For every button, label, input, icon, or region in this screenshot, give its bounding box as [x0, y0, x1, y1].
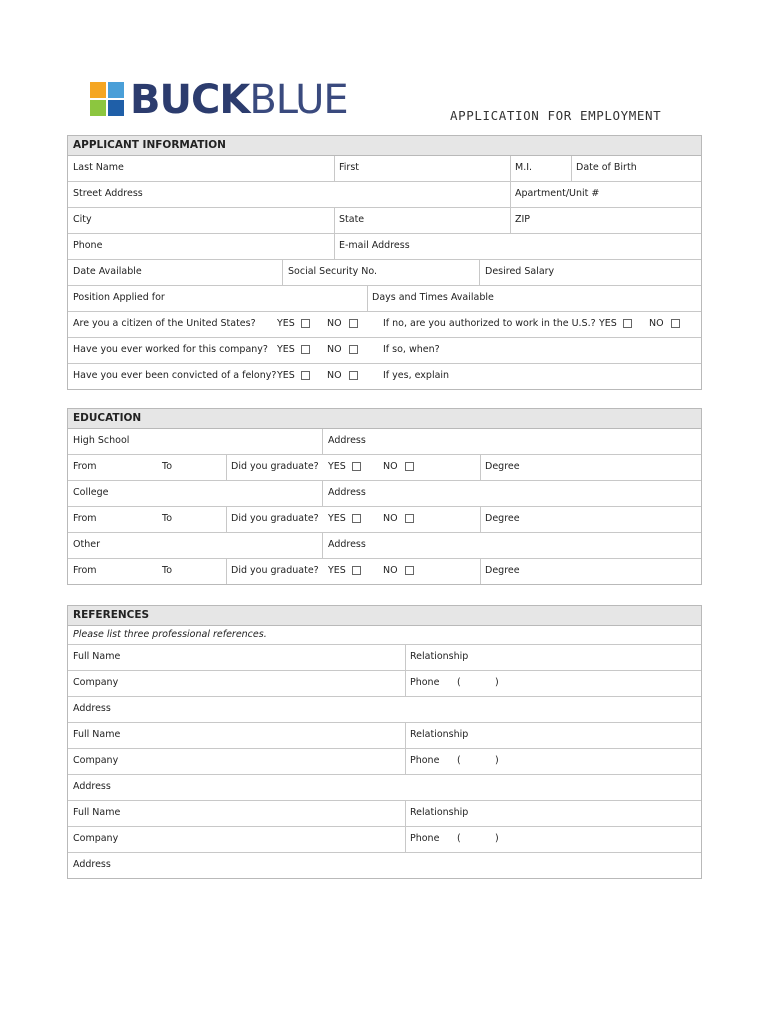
graduate-question: Did you graduate? — [231, 565, 319, 576]
authorized-question: If no, are you authorized to work in the U.S.? — [383, 318, 596, 329]
other-school-label: Other — [73, 539, 100, 550]
logo-square-1 — [90, 82, 106, 98]
state-label: State — [339, 214, 365, 225]
reference-company-row — [68, 671, 701, 697]
high-school-dates-field[interactable] — [68, 455, 226, 480]
logo-word-light: BLUE — [249, 77, 348, 123]
reference-1-company-field[interactable] — [68, 671, 405, 696]
graduate-question: Did you graduate? — [231, 461, 319, 472]
school-row — [68, 533, 701, 559]
felony-no-label: NO — [327, 370, 342, 381]
email-field[interactable] — [334, 234, 702, 259]
phone-label: Phone — [73, 240, 103, 251]
other-school-field[interactable] — [68, 533, 322, 558]
graduate-yes-label: YES — [328, 565, 346, 576]
reference-2-address-field[interactable] — [68, 775, 701, 800]
full-name-label: Full Name — [73, 807, 121, 818]
logo-square-4 — [108, 100, 124, 116]
citizen-yes-label: YES — [277, 318, 295, 329]
citizen-row — [68, 312, 701, 338]
city-label: City — [73, 214, 92, 225]
date-available-label: Date Available — [73, 266, 142, 277]
other-school-address-label: Address — [328, 539, 366, 550]
degree-label: Degree — [485, 461, 520, 472]
days-times-label: Days and Times Available — [372, 292, 494, 303]
worked-row — [68, 338, 701, 364]
authorized-yes-label: YES — [599, 318, 617, 329]
address-label: Address — [73, 781, 111, 792]
from-label: From — [73, 461, 97, 472]
other-school-address-field[interactable] — [322, 533, 702, 558]
felony-yes-label: YES — [277, 370, 295, 381]
college-dates-field[interactable] — [68, 507, 226, 532]
reference-address-row — [68, 697, 701, 723]
reference-name-row — [68, 801, 701, 827]
high-school-label: High School — [73, 435, 130, 446]
logo-wordmark — [130, 77, 348, 123]
degree-label: Degree — [485, 513, 520, 524]
graduate-yes-label: YES — [328, 461, 346, 472]
relationship-label: Relationship — [410, 651, 469, 662]
city-row — [68, 208, 701, 234]
reference-3-name-field[interactable] — [68, 801, 405, 826]
reference-address-row — [68, 853, 701, 878]
to-label: To — [162, 513, 173, 524]
ssn-field[interactable] — [282, 260, 480, 285]
high-school-degree-field[interactable] — [480, 455, 702, 480]
college-field[interactable] — [68, 481, 322, 506]
full-name-label: Full Name — [73, 651, 121, 662]
paren-open: ( — [457, 755, 461, 766]
phone-row — [68, 234, 701, 260]
high-school-no-checkbox[interactable] — [405, 462, 414, 471]
education-section — [67, 408, 702, 585]
college-no-checkbox[interactable] — [405, 514, 414, 523]
phone-label: Phone — [410, 677, 440, 688]
worked-no-label: NO — [327, 344, 342, 355]
college-address-field[interactable] — [322, 481, 702, 506]
relationship-label: Relationship — [410, 807, 469, 818]
felony-yes-checkbox[interactable] — [301, 371, 310, 380]
from-label: From — [73, 565, 97, 576]
state-field[interactable] — [334, 208, 511, 233]
graduate-question: Did you graduate? — [231, 513, 319, 524]
company-label: Company — [73, 833, 119, 844]
reference-2-relationship-field[interactable] — [405, 723, 702, 748]
dob-field[interactable] — [571, 156, 702, 181]
last-name-label: Last Name — [73, 162, 124, 173]
reference-1-relationship-field[interactable] — [405, 645, 702, 670]
logo-word-bold: BUCK — [130, 77, 250, 123]
document-title: APPLICATION FOR EMPLOYMENT — [450, 108, 662, 123]
mi-field[interactable] — [510, 156, 572, 181]
phone-label: Phone — [410, 833, 440, 844]
from-label: From — [73, 513, 97, 524]
reference-2-company-field[interactable] — [68, 749, 405, 774]
citizen-yes-checkbox[interactable] — [301, 319, 310, 328]
reference-name-row — [68, 645, 701, 671]
other-school-graduate-field — [226, 559, 481, 584]
relationship-label: Relationship — [410, 729, 469, 740]
references-heading: REFERENCES — [68, 606, 701, 626]
felony-question: Have you ever been convicted of a felony? — [73, 370, 277, 381]
phone-label: Phone — [410, 755, 440, 766]
graduate-no-label: NO — [383, 461, 398, 472]
address-label: Address — [73, 703, 111, 714]
paren-close: ) — [495, 677, 499, 688]
position-row — [68, 286, 701, 312]
worked-question: Have you ever worked for this company? — [73, 344, 268, 355]
citizen-no-label: NO — [327, 318, 342, 329]
felony-no-checkbox[interactable] — [349, 371, 358, 380]
college-address-label: Address — [328, 487, 366, 498]
authorized-no-label: NO — [649, 318, 664, 329]
street-row — [68, 182, 701, 208]
date-available-field[interactable] — [68, 260, 282, 285]
city-field[interactable] — [68, 208, 334, 233]
high-school-address-field[interactable] — [322, 429, 702, 454]
when-question: If so, when? — [383, 344, 440, 355]
mi-label: M.I. — [515, 162, 533, 173]
citizen-no-checkbox[interactable] — [349, 319, 358, 328]
school-dates-row — [68, 507, 701, 533]
logo-mark-icon — [90, 82, 126, 118]
zip-field[interactable] — [510, 208, 702, 233]
reference-company-row — [68, 749, 701, 775]
worked-yes-label: YES — [277, 344, 295, 355]
logo-square-3 — [90, 100, 106, 116]
high-school-graduate-field — [226, 455, 481, 480]
worked-no-checkbox[interactable] — [349, 345, 358, 354]
address-label: Address — [73, 859, 111, 870]
reference-company-row — [68, 827, 701, 853]
reference-3-company-field[interactable] — [68, 827, 405, 852]
college-graduate-field — [226, 507, 481, 532]
explain-question: If yes, explain — [383, 370, 450, 381]
apt-label: Apartment/Unit # — [515, 188, 600, 199]
high-school-field[interactable] — [68, 429, 322, 454]
availability-row — [68, 260, 701, 286]
paren-close: ) — [495, 833, 499, 844]
applicant-section — [67, 135, 702, 390]
other-school-degree-field[interactable] — [480, 559, 702, 584]
citizen-question: Are you a citizen of the United States? — [73, 318, 256, 329]
paren-open: ( — [457, 833, 461, 844]
other-school-dates-field[interactable] — [68, 559, 226, 584]
logo — [90, 77, 348, 123]
high-school-yes-checkbox[interactable] — [352, 462, 361, 471]
reference-2-name-field[interactable] — [68, 723, 405, 748]
reference-3-relationship-field[interactable] — [405, 801, 702, 826]
position-field[interactable] — [68, 286, 367, 311]
school-row — [68, 481, 701, 507]
education-heading: EDUCATION — [68, 409, 701, 429]
graduate-yes-label: YES — [328, 513, 346, 524]
other-school-no-checkbox[interactable] — [405, 566, 414, 575]
college-degree-field[interactable] — [480, 507, 702, 532]
days-times-field[interactable] — [367, 286, 702, 311]
name-row — [68, 156, 701, 182]
paren-open: ( — [457, 677, 461, 688]
first-name-label: First — [339, 162, 359, 173]
college-yes-checkbox[interactable] — [352, 514, 361, 523]
graduate-no-label: NO — [383, 513, 398, 524]
reference-3-phone-field[interactable] — [405, 827, 702, 852]
phone-field[interactable] — [68, 234, 334, 259]
company-label: Company — [73, 755, 119, 766]
logo-square-2 — [108, 82, 124, 98]
graduate-no-label: NO — [383, 565, 398, 576]
applicant-heading: APPLICANT INFORMATION — [68, 136, 701, 156]
school-dates-row — [68, 455, 701, 481]
reference-address-row — [68, 775, 701, 801]
authorized-no-checkbox[interactable] — [671, 319, 680, 328]
reference-3-address-field[interactable] — [68, 853, 701, 878]
apt-field[interactable] — [510, 182, 702, 207]
salary-label: Desired Salary — [485, 266, 555, 277]
school-row — [68, 429, 701, 455]
college-label: College — [73, 487, 109, 498]
reference-1-address-field[interactable] — [68, 697, 701, 722]
high-school-address-label: Address — [328, 435, 366, 446]
felony-row — [68, 364, 701, 389]
zip-label: ZIP — [515, 214, 531, 225]
dob-label: Date of Birth — [576, 162, 637, 173]
school-dates-row — [68, 559, 701, 584]
authorized-yes-checkbox[interactable] — [623, 319, 632, 328]
paren-close: ) — [495, 755, 499, 766]
salary-field[interactable] — [479, 260, 702, 285]
full-name-label: Full Name — [73, 729, 121, 740]
first-name-field[interactable] — [334, 156, 511, 181]
to-label: To — [162, 461, 173, 472]
to-label: To — [162, 565, 173, 576]
worked-yes-checkbox[interactable] — [301, 345, 310, 354]
reference-name-row — [68, 723, 701, 749]
email-label: E-mail Address — [339, 240, 410, 251]
degree-label: Degree — [485, 565, 520, 576]
reference-2-phone-field[interactable] — [405, 749, 702, 774]
street-field[interactable] — [68, 182, 510, 207]
ssn-label: Social Security No. — [288, 266, 377, 277]
company-label: Company — [73, 677, 119, 688]
last-name-field[interactable] — [68, 156, 334, 181]
reference-1-phone-field[interactable] — [405, 671, 702, 696]
references-note: Please list three professional references. — [73, 629, 267, 640]
references-section — [67, 605, 702, 879]
references-note-row — [68, 626, 701, 645]
position-label: Position Applied for — [73, 292, 165, 303]
reference-1-name-field[interactable] — [68, 645, 405, 670]
street-label: Street Address — [73, 188, 143, 199]
other-school-yes-checkbox[interactable] — [352, 566, 361, 575]
